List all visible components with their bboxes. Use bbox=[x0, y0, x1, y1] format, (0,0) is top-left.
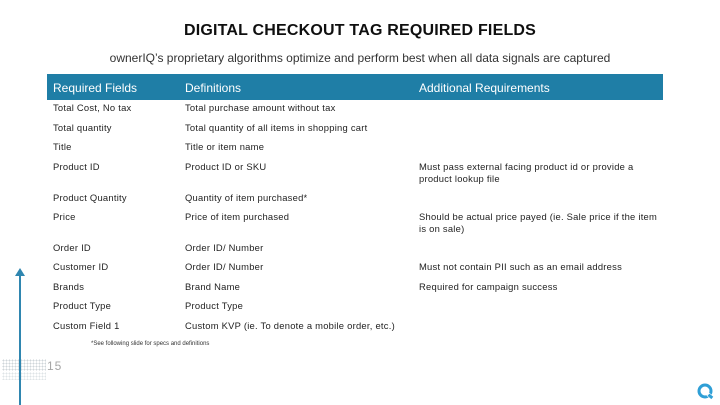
dot-pattern bbox=[2, 372, 46, 380]
up-arrow-icon bbox=[19, 274, 21, 405]
owneriq-logo-icon bbox=[696, 382, 714, 400]
slide-title: DIGITAL CHECKOUT TAG REQUIRED FIELDS bbox=[183, 22, 537, 39]
field-cell: Product Quantity bbox=[53, 192, 127, 203]
field-cell: Brands bbox=[53, 281, 85, 292]
definition-cell: Product ID or SKU bbox=[185, 161, 267, 172]
field-cell: Custom Field 1 bbox=[53, 320, 120, 331]
slide-subtitle: ownerIQ’s proprietary algorithms optimize and perform best when all data signals are captured bbox=[109, 51, 611, 65]
field-cell: Total Cost, No tax bbox=[53, 102, 132, 113]
field-cell: Product ID bbox=[53, 161, 100, 172]
field-cell: Customer ID bbox=[53, 261, 109, 272]
field-cell: Title bbox=[53, 141, 72, 152]
field-cell: Price bbox=[53, 211, 76, 222]
requirement-cell: Should be actual price payed (ie. Sale price if the item is on sale) bbox=[419, 211, 658, 234]
field-cell: Order ID bbox=[53, 242, 91, 253]
definition-cell: Custom KVP (ie. To denote a mobile order, etc.) bbox=[185, 320, 395, 331]
requirement-cell: Must pass external facing product id or provide a product lookup file bbox=[419, 161, 634, 184]
table-header bbox=[47, 74, 663, 100]
footnote: *See following slide for specs and definitions bbox=[91, 341, 210, 347]
definition-cell: Total quantity of all items in shopping cart bbox=[185, 122, 368, 133]
definition-cell: Brand Name bbox=[185, 281, 241, 292]
definition-cell: Order ID/ Number bbox=[185, 242, 264, 253]
definition-cell: Title or item name bbox=[185, 141, 265, 152]
header-definitions: Definitions bbox=[185, 81, 242, 95]
page-number: 15 bbox=[47, 359, 63, 373]
requirement-cell: Required for campaign success bbox=[419, 281, 558, 292]
dot-pattern bbox=[2, 359, 46, 371]
definition-cell: Quantity of item purchased* bbox=[185, 192, 308, 203]
field-cell: Total quantity bbox=[53, 122, 112, 133]
requirement-cell: Must not contain PII such as an email address bbox=[419, 261, 623, 272]
header-additional-requirements: Additional Requirements bbox=[419, 81, 550, 95]
field-cell: Product Type bbox=[53, 300, 112, 311]
definition-cell: Product Type bbox=[185, 300, 244, 311]
definition-cell: Price of item purchased bbox=[185, 211, 290, 222]
header-required-fields: Required Fields bbox=[53, 81, 138, 95]
definition-cell: Order ID/ Number bbox=[185, 261, 264, 272]
arrow-head-icon bbox=[15, 268, 25, 276]
definition-cell: Total purchase amount without tax bbox=[185, 102, 336, 113]
